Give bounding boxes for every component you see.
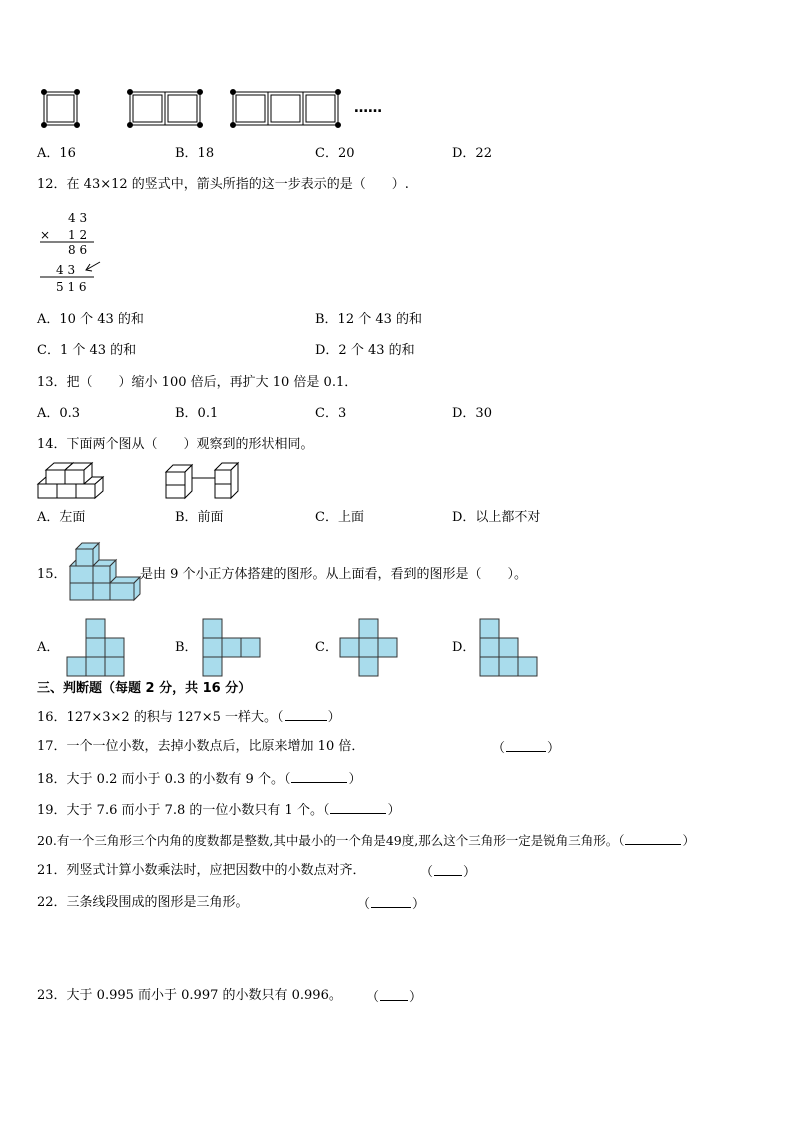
q11-option-c[interactable]: C．20 (315, 146, 355, 161)
judge-23-answer: （ ） (366, 990, 423, 1005)
q14-option-d[interactable]: D．以上都不对 (452, 510, 541, 525)
option-a-shape (67, 619, 124, 676)
q11-option-d[interactable]: D．22 (452, 146, 492, 161)
option-c-shape (340, 619, 397, 676)
q14-option-b[interactable]: B．前面 (175, 510, 224, 525)
calc-row-5: 5 1 6 (56, 280, 87, 294)
q11-option-a[interactable]: A．16 (37, 146, 76, 161)
answer-blank-20[interactable] (625, 832, 681, 845)
q13-option-a[interactable]: A．0.3 (37, 406, 81, 421)
q13-option-b[interactable]: B．0.1 (175, 406, 219, 421)
calc-row-4: 4 3 (56, 263, 76, 277)
judge-22-answer: （ ） (357, 897, 426, 912)
option-b-shape (203, 619, 260, 676)
q12-option-a[interactable]: A．10 个 43 的和 (37, 312, 144, 327)
judge-16: 16．127×3×2 的积与 127×5 一样大。（ ） (37, 710, 341, 725)
ellipsis: …… (354, 100, 382, 116)
q12-option-c[interactable]: C．1 个 43 的和 (37, 343, 137, 358)
answer-blank-18[interactable] (291, 770, 347, 783)
q13-option-d[interactable]: D．30 (452, 406, 492, 421)
q12-option-b[interactable]: B．12 个 43 的和 (315, 312, 423, 327)
answer-blank-23[interactable] (380, 988, 408, 1001)
judge-21-answer: （ ） (420, 865, 477, 880)
q12-option-d[interactable]: D．2 个 43 的和 (315, 343, 415, 358)
judge-18: 18．大于 0.2 而小于 0.3 的小数有 9 个。（ ） (37, 772, 362, 787)
section-3-title: 三、判断题（每题 2 分，共 16 分） (37, 681, 252, 696)
q13-option-c[interactable]: C．3 (315, 406, 347, 421)
q11-option-b[interactable]: B．18 (175, 146, 215, 161)
calc-row-3: 8 6 (68, 243, 88, 257)
judge-21: 21．列竖式计算小数乘法时，应把因数中的小数点对齐． (37, 863, 366, 878)
answer-blank-22[interactable] (371, 895, 411, 908)
judge-19: 19．大于 7.6 而小于 7.8 的一位小数只有 1 个。（ ） (37, 803, 401, 818)
judge-23: 23．大于 0.995 而小于 0.997 的小数只有 0.996。 (37, 988, 342, 1003)
calc-times-sign: × (40, 228, 51, 242)
judge-22: 22．三条线段围成的图形是三角形。 (37, 895, 249, 910)
q15-option-d[interactable]: D． (452, 640, 476, 655)
q15-option-c[interactable]: C． (315, 640, 338, 655)
judge-20: 20.有一个三角形三个内角的度数都是整数,其中最小的一个角是49度,那么这个三角形一定是锐角三角形。（ ） (37, 833, 695, 848)
q14-option-c[interactable]: C．上面 (315, 510, 364, 525)
q12-stem: 12．在 43×12 的竖式中，箭头所指的这一步表示的是（ ）. (37, 177, 409, 192)
q14-option-a[interactable]: A．左面 (37, 510, 86, 525)
answer-blank-21[interactable] (434, 863, 462, 876)
judge-17: 17．一个一位小数，去掉小数点后，比原来增加 10 倍． (37, 739, 365, 754)
q15-option-a[interactable]: A． (37, 640, 60, 655)
q15-option-b[interactable]: B． (175, 640, 198, 655)
answer-blank-19[interactable] (330, 801, 386, 814)
judge-17-answer: （ ） (492, 741, 561, 756)
answer-blank-16[interactable] (285, 708, 327, 721)
q15-number: 15． (37, 567, 67, 582)
q13-stem: 13．把（ ）缩小 100 倍后，再扩大 10 倍是 0.1． (37, 375, 358, 390)
calc-row-2: 1 2 (68, 228, 88, 242)
calc-row-1: 4 3 (68, 211, 88, 225)
q15-stem: 是由 9 个小正方体搭建的图形。从上面看，看到的图形是（ ）。 (140, 567, 528, 582)
answer-blank-17[interactable] (506, 739, 546, 752)
option-d-shape (480, 619, 537, 676)
q14-stem: 14．下面两个图从（ ）观察到的形状相同。 (37, 437, 314, 452)
